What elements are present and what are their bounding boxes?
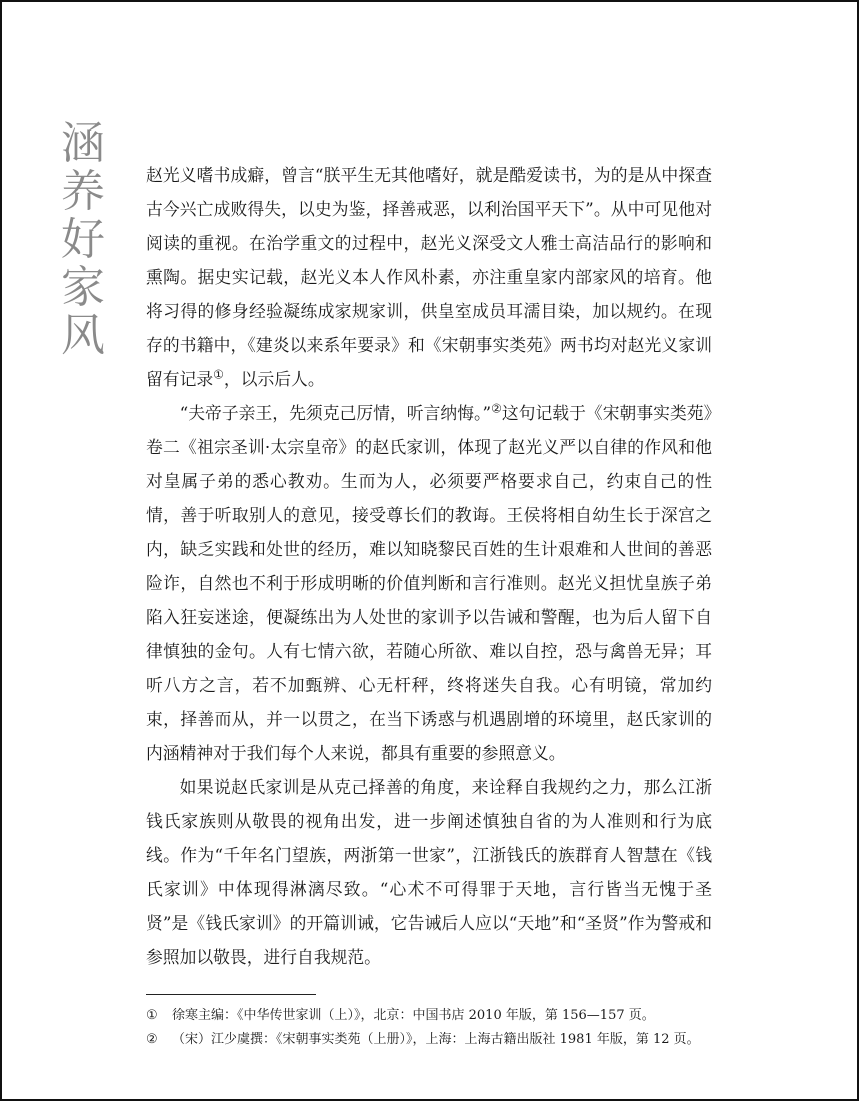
side-title-char: 涵 bbox=[61, 118, 107, 169]
footnote-item bbox=[146, 1029, 712, 1051]
paragraph-text: 赵光义嗜书成癖，曾言“朕平生无其他嗜好，就是酷爱读书，为的是从中探查古今兴亡成败得失，以史为鉴，择善戒恶，以利治国平天下”。从中可见他对阅读的重视。在治学重文的过程中，赵光义深受文人雅士高洁品行的影响和熏陶。据史实记载，赵光义本人作风朴素，亦注重皇家内部家风的培育。他将习得的修身经验凝练成家规家训，供皇室成员耳濡目染，加以规约。在现存的书籍中，《建炎以来系年要录》和《宋朝事实类苑》两书均对赵光义家训留有记录 bbox=[146, 165, 712, 389]
side-title-char: 家 bbox=[61, 262, 107, 313]
paragraph-2 bbox=[146, 396, 712, 770]
footnote-text: 徐寒主编：《中华传世家训（上）》，北京：中国书店 2010 年版，第 156—157 页。 bbox=[172, 1008, 655, 1023]
footnote-mark: ① bbox=[146, 1008, 158, 1023]
footnote-ref-2[interactable]: ② bbox=[491, 401, 502, 416]
paragraph-1 bbox=[146, 158, 712, 396]
paragraph-text: “夫帝子亲王，先须克己厉情，听言纳悔。” bbox=[179, 403, 492, 423]
side-title-char: 养 bbox=[61, 166, 107, 217]
paragraph-text: 这句记载于《宋朝事实类苑》卷二《祖宗圣训·太宗皇帝》的赵氏家训，体现了赵光义严以自律的作风和他对皇属子弟的悉心教劝。生而为人，必须要严格要求自己，约束自己的性情，善于听取别人的意见，接受尊长们的教诲。王侯将相自幼生长于深宫之内，缺乏实践和处世的经历，难以知晓黎民百姓的生计艰难和人世间的善恶险诈，自然也不利于形成明晰的价值判断和言行准则。赵光义担忧皇族子弟陷入狂妄迷途，便凝练出为人处世的家训予以告诫和警醒，也为后人留下自律慎独的金句。人有七情六欲，若随心所欲、难以自控，恐与禽兽无异；耳听八方之言，若不加甄辨、心无杆秤，终将迷失自我。心有明镜，常加约束，择善而从，并一以贯之，在当下诱惑与机遇剧增的环境里，赵氏家训的内涵精神对于我们每个人来说，都具有重要的参照意义。 bbox=[146, 403, 713, 763]
footnote-mark: ② bbox=[146, 1032, 158, 1047]
chapter-side-title bbox=[54, 120, 114, 360]
footnotes bbox=[146, 1005, 712, 1053]
footnote-divider bbox=[146, 994, 316, 995]
paragraph-text: 如果说赵氏家训是从克己择善的角度，来诠释自我规约之力，那么江浙钱氏家族则从敬畏的视角出发，进一步阐述慎独自省的为人准则和行为底线。作为“千年名门望族，两浙第一世家”，江浙钱氏的族群育人智慧在《钱氏家训》中体现得淋漓尽致。“心术不可得罪于天地，言行皆当无愧于圣贤”是《钱氏家训》的开篇训诫，它告诫后人应以“天地”和“圣贤”作为警戒和参照加以敬畏，进行自我规范。 bbox=[146, 777, 712, 967]
side-title-char: 风 bbox=[61, 310, 107, 361]
body-text bbox=[146, 158, 712, 974]
side-title-char: 好 bbox=[61, 214, 107, 265]
footnote-text: （宋）江少虞撰：《宋朝事实类苑（上册）》，上海：上海古籍出版社 1981 年版，第 12 页。 bbox=[172, 1032, 700, 1047]
footnote-ref-1[interactable]: ① bbox=[213, 367, 224, 382]
footnote-item bbox=[146, 1005, 712, 1027]
paragraph-text: ，以示后人。 bbox=[223, 369, 325, 389]
paragraph-3 bbox=[146, 770, 712, 974]
